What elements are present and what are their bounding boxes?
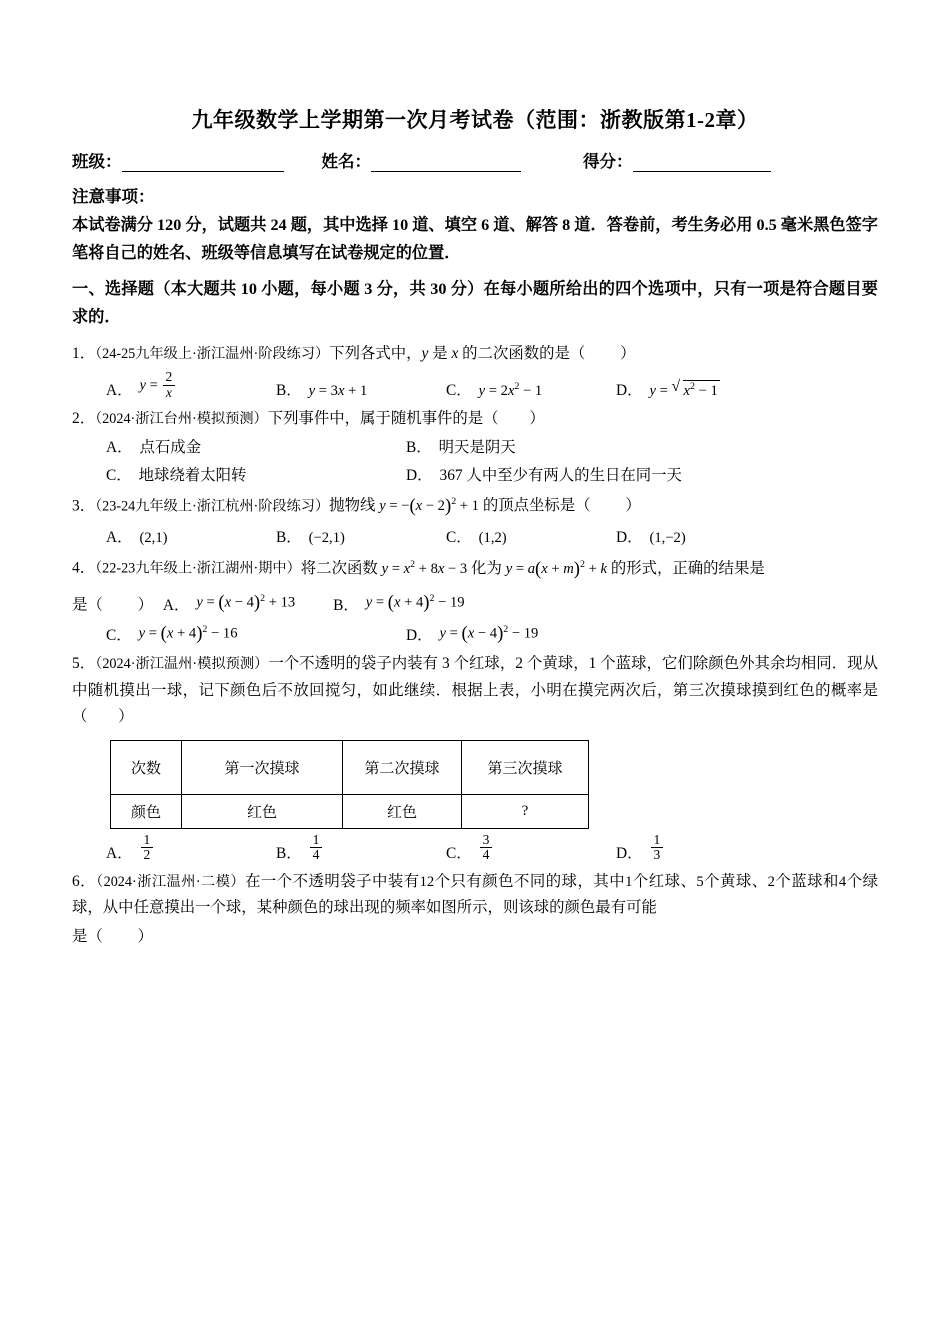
page-title: 九年级数学上学期第一次月考试卷（范围：浙教版第1-2章） <box>191 108 759 132</box>
option-c-label: C． <box>446 528 472 546</box>
table-cell-header-draw2: 第二次摸球 <box>343 740 462 794</box>
question-4-options-row2 <box>72 623 878 645</box>
question-5-source: （2024·浙江温州·模拟预测） <box>95 656 269 673</box>
option-c-label: C． <box>106 466 132 484</box>
question-3-options <box>72 525 878 547</box>
option-b-math: (−2,1) <box>308 529 345 546</box>
option-b-label: B． <box>276 528 302 546</box>
question-1-source: （24-25九年级上·浙江温州·阶段练习） <box>95 346 330 363</box>
option-b[interactable] <box>276 525 446 547</box>
option-c-math: (1,2) <box>478 529 507 546</box>
option-d-label: D． <box>616 844 643 862</box>
option-a-label: A． <box>106 438 133 456</box>
option-c-label: C． <box>446 382 472 400</box>
option-c-math: $y = 2x^2 - 1$ <box>478 381 543 400</box>
question-1-text: 下列各式中，y 是 x 的二次函数的是（ ） <box>329 345 636 363</box>
question-6-answer-blank: 是（ ） <box>72 927 153 945</box>
name-field[interactable] <box>322 148 522 172</box>
option-a[interactable] <box>163 587 295 619</box>
option-c-math: $y = (x + 4)^2 - 16$ <box>138 623 238 645</box>
option-c[interactable] <box>106 623 406 645</box>
question-6-stem <box>72 869 878 922</box>
class-field[interactable] <box>72 148 284 172</box>
question-5-text: 一个不透明的袋子内装有 3 个红球，2 个黄球，1 个蓝球，它们除颜色外其余均相同．现从中随机摸出一球，记下颜色后不放回搅匀，如此继续．根据上表，小明在摸完两次后，第三次摸球摸到红色的概率是（ ） <box>72 655 878 726</box>
probability-table <box>110 740 589 829</box>
option-c[interactable] <box>446 525 616 547</box>
option-a[interactable] <box>106 435 406 457</box>
class-input-line[interactable] <box>122 156 284 172</box>
question-2-options-row1 <box>72 435 878 457</box>
option-a-math: (2,1) <box>139 529 168 546</box>
option-b-label: B． <box>276 844 302 862</box>
table-row <box>111 740 589 794</box>
question-1-stem <box>72 341 878 367</box>
option-d[interactable] <box>616 378 786 400</box>
option-b-math: $y = (x + 4)^2 - 19$ <box>365 592 465 613</box>
question-4-text: 将二次函数 $y = x^2 + 8x - 3$ 化为 $y = a(x + m)^2 + k$ 的形式，正确的结果是 <box>300 557 765 579</box>
option-d-label: D． <box>406 466 433 484</box>
option-a-text: 点石成金 <box>139 438 202 456</box>
option-c[interactable] <box>446 378 616 400</box>
option-b-label: B． <box>333 596 359 614</box>
option-a-label: A． <box>162 596 190 614</box>
notice-body: 本试卷满分 120 分，试题共 24 题，其中选择 10 道、填空 6 道、解答 8 道．答卷前，考生务必用 0.5 毫米黑色签字笔将自己的姓名、班级等信息填写在试卷规定的位置． <box>72 216 878 262</box>
option-a[interactable] <box>106 370 276 400</box>
option-a-math: y = $\frac{2}{x}$ <box>140 370 177 400</box>
question-2-number: 2． <box>72 410 96 428</box>
question-2-options-row2 <box>72 463 878 485</box>
student-info-row <box>72 148 878 172</box>
question-2-text: 下列事件中，属于随机事件的是（ ） <box>267 410 545 428</box>
option-d-label: D． <box>616 528 643 546</box>
question-2-stem <box>72 406 878 432</box>
question-4-answer-blank: 是（ ） <box>72 596 153 614</box>
question-3-stem <box>72 491 878 523</box>
option-a-math: $\frac{1}{2}$ <box>140 833 155 863</box>
question-5-options <box>72 833 878 863</box>
question-4-number: 4． <box>72 559 96 577</box>
class-label: 班级： <box>72 152 122 171</box>
option-b-math: y = 3x + 1 <box>308 383 368 400</box>
question-6-source: （2024·浙江温州·二模） <box>96 873 246 890</box>
notice-heading: 注意事项： <box>72 187 155 206</box>
name-label: 姓名： <box>321 152 371 171</box>
question-4-stem <box>72 553 878 585</box>
option-d-math: $\frac{1}{3}$ <box>650 833 665 863</box>
option-b[interactable] <box>406 435 706 457</box>
option-b[interactable] <box>276 378 446 400</box>
table-cell-color3: ? <box>462 794 589 828</box>
section-one-heading: 一、选择题（本大题共 10 小题，每小题 3 分，共 30 分）在每小题所给出的四个选项中，只有一项是符合题目要求的． <box>72 279 878 326</box>
table-row <box>111 794 589 828</box>
option-c-math: $\frac{3}{4}$ <box>479 833 494 863</box>
question-5-number: 5． <box>72 655 96 673</box>
option-d[interactable] <box>616 833 786 863</box>
option-c[interactable] <box>106 463 406 485</box>
option-d-math: (1,−2) <box>649 529 686 546</box>
option-d[interactable] <box>406 623 706 645</box>
option-a-label: A． <box>106 844 133 862</box>
option-b-text: 明天是阴天 <box>438 438 516 456</box>
score-input-line[interactable] <box>633 156 771 172</box>
option-b-math: $\frac{1}{4}$ <box>309 833 324 863</box>
table-cell-color2: 红色 <box>343 794 462 828</box>
option-b[interactable] <box>333 587 465 619</box>
score-label: 得分： <box>583 152 633 171</box>
option-c[interactable] <box>446 833 616 863</box>
table-cell-header-count: 次数 <box>111 740 182 794</box>
option-a-math: $y = (x - 4)^2 + 13$ <box>196 592 296 613</box>
score-field[interactable] <box>583 148 771 172</box>
option-a[interactable] <box>106 525 276 547</box>
question-6-number: 6． <box>72 872 97 890</box>
name-input-line[interactable] <box>371 156 521 172</box>
option-d-label: D． <box>406 627 433 645</box>
question-4-stem-cont <box>72 587 878 619</box>
option-d-math: $y = (x - 4)^2 - 19$ <box>439 623 539 645</box>
option-d-text: 367 人中至少有两人的生日在同一天 <box>439 466 682 484</box>
option-a-label: A． <box>106 382 133 400</box>
option-c-label: C． <box>446 844 472 862</box>
option-b-label: B． <box>276 382 302 400</box>
table-cell-header-draw1: 第一次摸球 <box>182 740 343 794</box>
option-b-label: B． <box>406 438 432 456</box>
question-3-number: 3． <box>72 497 96 515</box>
question-3-source: （23-24九年级上·浙江杭州·阶段练习） <box>95 498 330 515</box>
question-2-source: （2024·浙江台州·模拟预测） <box>95 411 268 428</box>
question-1-options <box>72 370 878 400</box>
option-d[interactable] <box>616 525 786 547</box>
option-b[interactable] <box>276 833 446 863</box>
table-cell-label-color: 颜色 <box>111 794 182 828</box>
question-4-source: （22-23九年级上·浙江湖州·期中） <box>95 560 301 577</box>
option-d-label: D． <box>616 382 643 400</box>
option-a-label: A． <box>106 528 133 546</box>
question-6-stem-cont <box>72 924 878 950</box>
option-c-label: C． <box>106 627 132 645</box>
option-c-text: 地球绕着太阳转 <box>138 466 247 484</box>
option-d[interactable] <box>406 463 706 485</box>
question-6-text: 在一个不透明袋子中装有12个只有颜色不同的球，其中1个红球、5个黄球、2个蓝球和4个绿球，从中任意摸出一个球，某种颜色的球出现的频率如图所示，则该球的颜色最有可能 <box>72 872 878 917</box>
table-cell-header-draw3: 第三次摸球 <box>462 740 589 794</box>
question-3-text: 抛物线 $y = -(x - 2)^2 + 1$ 的顶点坐标是（ ） <box>329 495 641 517</box>
option-a[interactable] <box>106 833 276 863</box>
question-5-stem <box>72 651 878 730</box>
question-1-number: 1． <box>72 345 96 363</box>
option-d-math: y = √ $x^2 - 1$ <box>650 380 720 400</box>
table-cell-color1: 红色 <box>182 794 343 828</box>
